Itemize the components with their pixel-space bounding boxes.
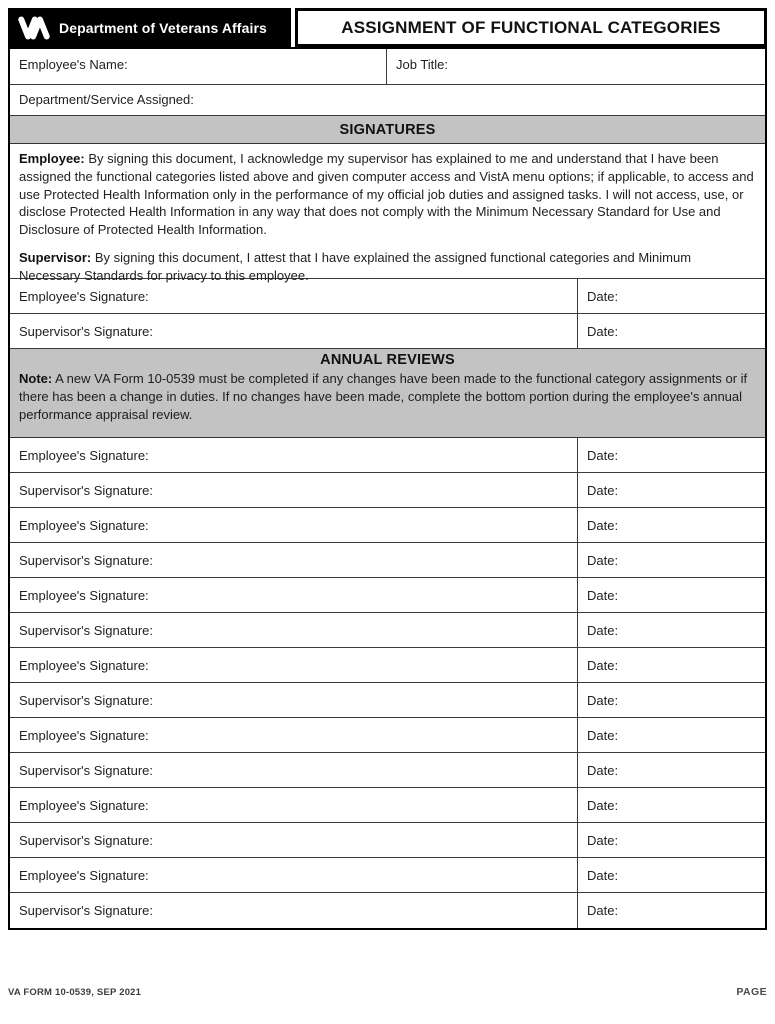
date-field[interactable] xyxy=(577,683,765,717)
date-field[interactable] xyxy=(577,314,765,348)
date-label: Date: xyxy=(587,903,619,918)
date-label: Date: xyxy=(587,447,619,463)
date-field[interactable] xyxy=(577,543,765,577)
employee-acknowledgement xyxy=(19,150,756,239)
form-table xyxy=(8,47,767,930)
supervisor-signature-field[interactable] xyxy=(10,473,577,507)
employee-signature-field[interactable] xyxy=(10,578,577,612)
employee-signature-field[interactable] xyxy=(10,858,577,892)
supervisor-signature-row xyxy=(10,613,765,648)
supervisor-signature-field[interactable] xyxy=(10,753,577,787)
employee-signature-row xyxy=(10,279,765,314)
employee-signature-label: Employee's Signature: xyxy=(19,447,149,463)
employee-signature-label: Employee's Signature: xyxy=(19,867,149,883)
employee-name-label: Employee's Name: xyxy=(19,57,128,72)
form-title: ASSIGNMENT OF FUNCTIONAL CATEGORIES xyxy=(341,17,721,37)
form-number: VA FORM 10-0539, SEP 2021 xyxy=(8,987,142,998)
employee-signature-label: Employee's Signature: xyxy=(19,587,149,603)
department-label: Department/Service Assigned: xyxy=(19,92,194,107)
date-label: Date: xyxy=(587,517,619,533)
supervisor-signature-field[interactable] xyxy=(10,613,577,647)
employee-acknowledgement-text: By signing this document, I acknowledge my supervisor has explained to me and understand that I have been assigned the functional categories listed above and given computer access and VistA menu options; if applicable, to access and use Protected Health Information only in the performance of my official job duties and assigned tasks. I will not access, use, or disclose Protected Health Information in any way that does not comply with the Minimum Necessary Standard for Use and Disclosure of Protected Health Information. xyxy=(19,151,754,238)
supervisor-signature-label: Supervisor's Signature: xyxy=(19,903,153,918)
date-field[interactable] xyxy=(577,893,765,928)
annual-reviews-note-text: A new VA Form 10-0539 must be completed if any changes have been made to the functional category assignments or if there has been a change in duties. If no changes have been made, complete the bottom portion during the employee's annual performance appraisal review. xyxy=(19,371,748,422)
date-field[interactable] xyxy=(577,648,765,682)
page-label: PAGE xyxy=(736,986,767,998)
department-row xyxy=(10,85,765,116)
employee-signature-row xyxy=(10,648,765,683)
employee-signature-label: Employee's Signature: xyxy=(19,657,149,673)
employee-name-field[interactable] xyxy=(10,49,387,84)
date-field[interactable] xyxy=(577,578,765,612)
signatures-section-title: SIGNATURES xyxy=(339,121,436,138)
supervisor-signature-row xyxy=(10,893,765,928)
supervisor-signature-label: Supervisor's Signature: xyxy=(19,762,153,778)
supervisor-signature-field[interactable] xyxy=(10,683,577,717)
employee-signature-row xyxy=(10,718,765,753)
date-field[interactable] xyxy=(577,823,765,857)
employee-signature-row xyxy=(10,788,765,823)
annual-reviews-note xyxy=(19,370,756,423)
supervisor-signature-label: Supervisor's Signature: xyxy=(19,552,153,568)
date-field[interactable] xyxy=(577,279,765,313)
va-logo-icon xyxy=(17,15,51,41)
supervisor-signature-row xyxy=(10,683,765,718)
date-field[interactable] xyxy=(577,753,765,787)
date-field[interactable] xyxy=(577,718,765,752)
supervisor-signature-row xyxy=(10,823,765,858)
employee-signature-label: Employee's Signature: xyxy=(19,517,149,533)
supervisor-lead-label: Supervisor: xyxy=(19,249,92,265)
date-label: Date: xyxy=(587,762,619,778)
supervisor-signature-field[interactable] xyxy=(10,314,577,348)
name-jobtitle-row xyxy=(10,49,765,85)
date-field[interactable] xyxy=(577,613,765,647)
date-field[interactable] xyxy=(577,438,765,472)
va-brand-block xyxy=(8,8,291,47)
date-label: Date: xyxy=(587,482,619,498)
employee-signature-row xyxy=(10,508,765,543)
annual-reviews-section-header xyxy=(10,349,765,438)
employee-signature-row xyxy=(10,578,765,613)
form-header xyxy=(8,8,767,47)
employee-signature-label: Employee's Signature: xyxy=(19,797,149,813)
supervisor-signature-label: Supervisor's Signature: xyxy=(19,482,153,498)
date-label: Date: xyxy=(587,288,619,304)
employee-signature-field[interactable] xyxy=(10,718,577,752)
date-label: Date: xyxy=(587,692,619,708)
date-label: Date: xyxy=(587,832,619,848)
employee-signature-row xyxy=(10,438,765,473)
annual-reviews-title: ANNUAL REVIEWS xyxy=(320,352,455,368)
date-field[interactable] xyxy=(577,473,765,507)
supervisor-signature-label: Supervisor's Signature: xyxy=(19,832,153,848)
employee-signature-field[interactable] xyxy=(10,788,577,822)
form-title-box xyxy=(295,8,767,47)
job-title-field[interactable] xyxy=(387,49,765,84)
employee-signature-field[interactable] xyxy=(10,279,577,313)
supervisor-signature-row xyxy=(10,753,765,788)
date-label: Date: xyxy=(587,867,619,883)
supervisor-signature-row xyxy=(10,314,765,349)
job-title-label: Job Title: xyxy=(396,57,449,72)
supervisor-signature-field[interactable] xyxy=(10,543,577,577)
date-label: Date: xyxy=(587,323,619,339)
employee-signature-row xyxy=(10,858,765,893)
supervisor-signature-label: Supervisor's Signature: xyxy=(19,323,153,339)
supervisor-signature-field[interactable] xyxy=(10,823,577,857)
date-field[interactable] xyxy=(577,788,765,822)
supervisor-acknowledgement-text: By signing this document, I attest that I have explained the assigned functional categories and Minimum Necessary Standards for privacy to this employee. xyxy=(19,249,692,283)
employee-signature-label: Employee's Signature: xyxy=(19,288,149,304)
employee-signature-field[interactable] xyxy=(10,508,577,542)
supervisor-signature-row xyxy=(10,473,765,508)
supervisor-signature-label: Supervisor's Signature: xyxy=(19,692,153,708)
date-label: Date: xyxy=(587,552,619,568)
date-field[interactable] xyxy=(577,508,765,542)
employee-lead-label: Employee: xyxy=(19,151,85,166)
date-label: Date: xyxy=(587,727,619,743)
employee-signature-field[interactable] xyxy=(10,648,577,682)
date-label: Date: xyxy=(587,797,619,813)
signatures-section-header xyxy=(10,116,765,144)
supervisor-signature-label: Supervisor's Signature: xyxy=(19,622,153,638)
employee-signature-field[interactable] xyxy=(10,438,577,472)
supervisor-signature-row xyxy=(10,543,765,578)
date-field[interactable] xyxy=(577,858,765,892)
date-label: Date: xyxy=(587,622,619,638)
note-lead-label: Note: xyxy=(19,371,53,386)
page-footer xyxy=(8,986,767,998)
employee-signature-label: Employee's Signature: xyxy=(19,727,149,743)
department-field[interactable] xyxy=(10,85,765,115)
agency-name: Department of Veterans Affairs xyxy=(59,19,267,36)
date-label: Date: xyxy=(587,657,619,673)
acknowledgement-text-block xyxy=(10,144,765,283)
supervisor-signature-field[interactable] xyxy=(10,893,577,928)
date-label: Date: xyxy=(587,587,619,603)
